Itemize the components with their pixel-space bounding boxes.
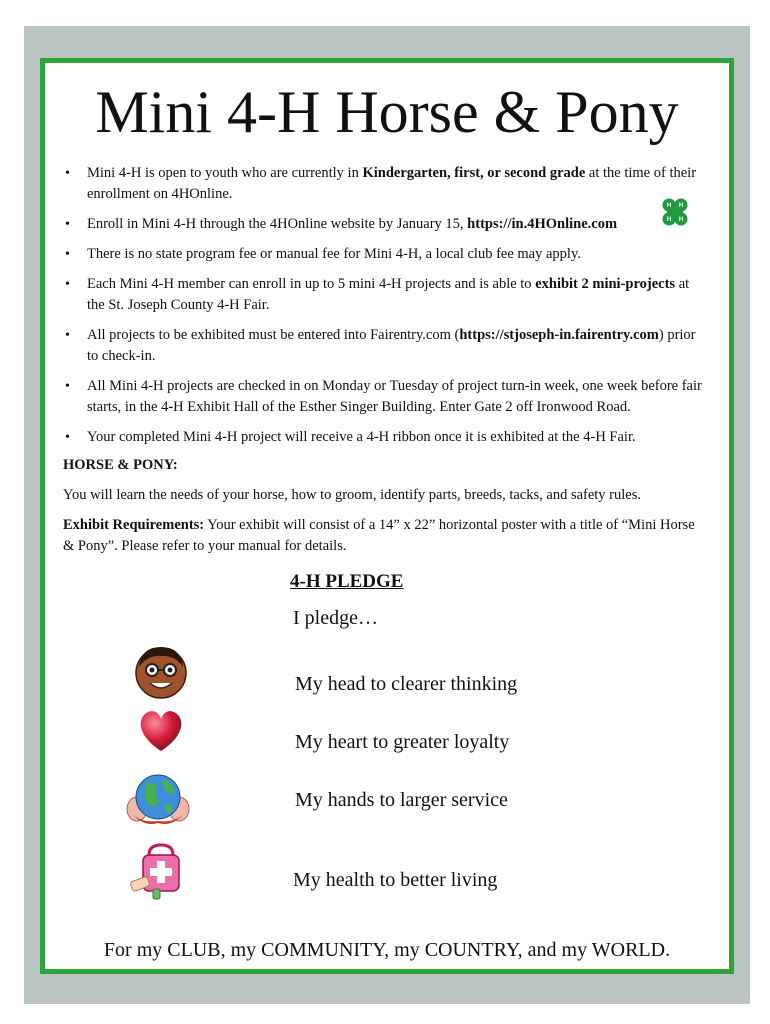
pledge-line-head: My head to clearer thinking	[295, 673, 518, 695]
child-face-icon	[131, 641, 191, 701]
list-item: • Enroll in Mini 4-H through the 4HOnline website by January 15, https://in.4HOnline.com	[63, 214, 703, 235]
pledge-heading: 4-H PLEDGE	[290, 571, 404, 592]
svg-text:H: H	[678, 217, 684, 223]
svg-text:H: H	[678, 203, 684, 209]
list-item: • Each Mini 4-H member can enroll in up to 5 mini 4-H projects and is able to exhibit 2 mini-projects at the St. Joseph County 4-H Fair.	[63, 274, 703, 316]
section-heading: HORSE & PONY:	[63, 457, 178, 473]
info-bullet-list	[63, 163, 703, 457]
list-item: • Mini 4-H is open to youth who are currently in Kindergarten, first, or second grade at the time of their enrollment on 4HOnline.	[63, 163, 703, 205]
four-leaf-clover-icon	[657, 195, 693, 231]
flyer-card	[40, 58, 734, 974]
pledge-intro: I pledge…	[293, 607, 378, 629]
exhibit-text: Your exhibit will consist of a 14” x 22” horizontal poster with a title of “Mini Horse & Pony”. Please refer to your manual for details.	[63, 517, 695, 554]
exhibit-requirements	[63, 515, 703, 557]
list-item: • All Mini 4-H projects are checked in on Monday or Tuesday of project turn-in week, one week before fair starts, in the 4-H Exhibit Hall of the Esther Singer Building. Enter Gate 2 off Ironwood Road.	[63, 376, 703, 418]
svg-text:H: H	[666, 203, 672, 209]
list-item: • There is no state program fee or manual fee for Mini 4-H, a local club fee may apply.	[63, 244, 703, 265]
list-item: • All projects to be exhibited must be entered into Fairentry.com (https://stjoseph-in.fairentry.com) prior to check-in.	[63, 325, 703, 367]
pledge-line-hands: My hands to larger service	[295, 789, 508, 811]
globe-hands-icon	[125, 769, 191, 829]
heart-icon	[135, 707, 187, 753]
learn-text: You will learn the needs of your horse, how to groom, identify parts, breeds, tacks, and safety rules.	[63, 487, 641, 503]
page-title: Mini 4-H Horse & Pony	[95, 79, 679, 145]
pledge-line-health: My health to better living	[293, 869, 498, 891]
svg-text:H: H	[666, 217, 672, 223]
exhibit-label: Exhibit Requirements:	[63, 517, 205, 533]
first-aid-kit-icon	[129, 841, 189, 901]
pledge-closing: For my CLUB, my COMMUNITY, my COUNTRY, and my WORLD.	[103, 939, 671, 961]
list-item: • Your completed Mini 4-H project will receive a 4-H ribbon once it is exhibited at the 4-H Fair.	[63, 427, 703, 448]
pledge-line-heart: My heart to greater loyalty	[295, 731, 510, 753]
